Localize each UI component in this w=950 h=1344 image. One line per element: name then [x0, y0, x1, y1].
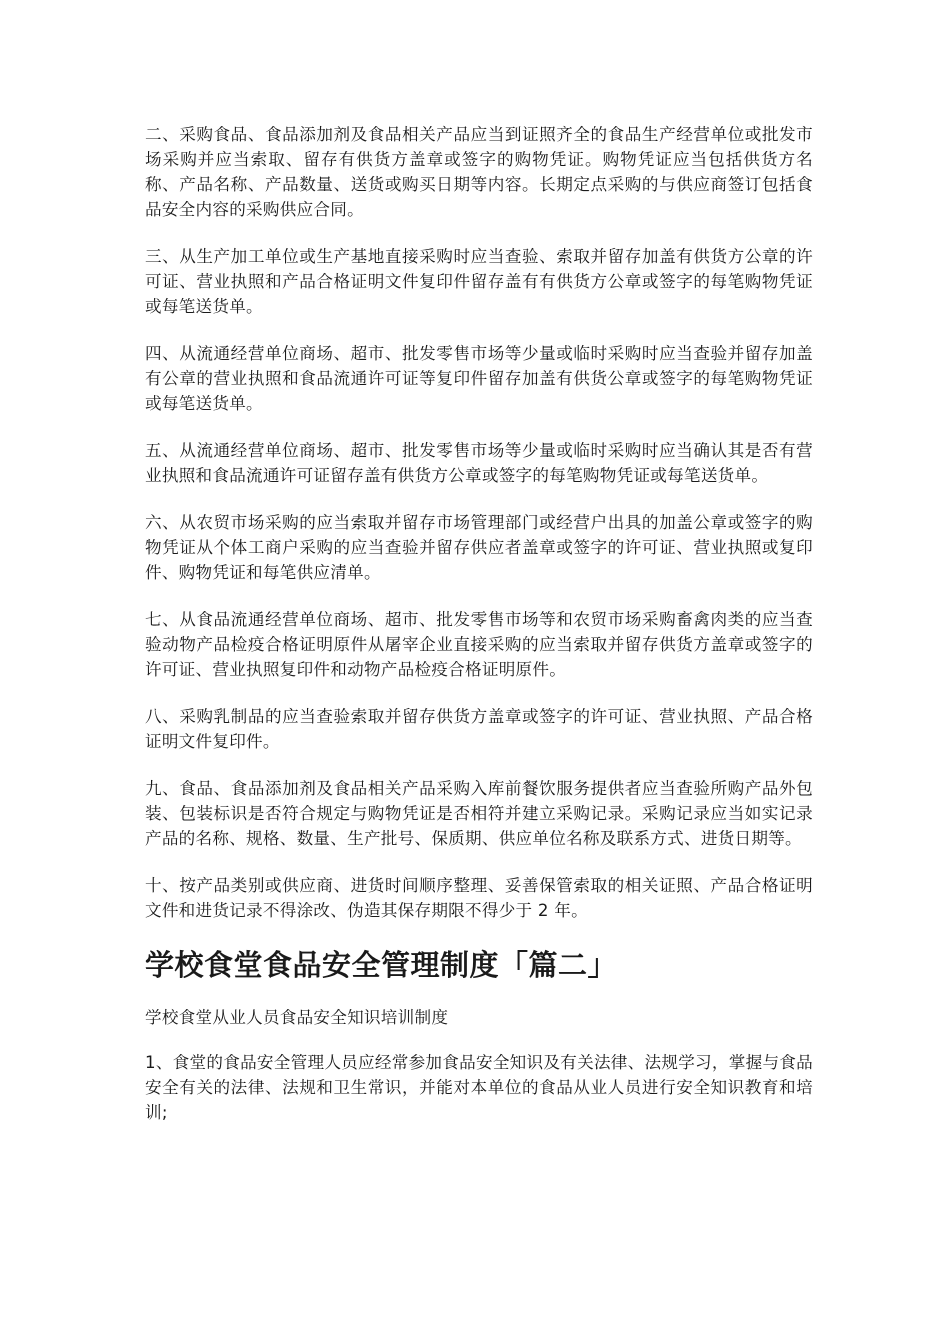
paragraph-6: 六、从农贸市场采购的应当索取并留存市场管理部门或经营户出具的加盖公章或签字的购物凭证从个体工商户采购的应当查验并留存供应者盖章或签字的许可证、营业执照或复印件、购物凭证和每笔供应清单。: [145, 513, 813, 582]
paragraph-9: 九、食品、食品添加剂及食品相关产品采购入库前餐饮服务提供者应当查验所购产品外包装、包装标识是否符合规定与购物凭证是否相符并建立采购记录。采购记录应当如实记录产品的名称、规格、数量、生产批号、保质期、供应单位名称及联系方式、进货日期等。: [145, 779, 813, 848]
paragraph-8: 八、采购乳制品的应当查验索取并留存供货方盖章或签字的许可证、营业执照、产品合格证明文件复印件。: [145, 707, 813, 751]
paragraph-4: 四、从流通经营单位商场、超市、批发零售市场等少量或临时采购时应当查验并留存加盖有公章的营业执照和食品流通许可证等复印件留存加盖有供货公章或签字的每笔购物凭证或每笔送货单。: [145, 344, 813, 413]
section-heading: 学校食堂食品安全管理制度「篇二」: [145, 948, 618, 982]
paragraph-3: 三、从生产加工单位或生产基地直接采购时应当查验、索取并留存加盖有供货方公章的许可证、营业执照和产品合格证明文件复印件留存盖有有供货方公章或签字的每笔购物凭证或每笔送货单。: [145, 247, 813, 316]
document-page: [145, 122, 813, 1147]
section-subtitle: 学校食堂从业人员食品安全知识培训制度: [145, 1008, 449, 1027]
paragraph-item-1: 1、食堂的食品安全管理人员应经常参加食品安全知识及有关法律、法规学习，掌握与食品安全有关的法律、法规和卫生常识，并能对本单位的食品从业人员进行安全知识教育和培训;: [145, 1053, 813, 1122]
paragraph-10: 十、按产品类别或供应商、进货时间顺序整理、妥善保管索取的相关证照、产品合格证明文件和进货记录不得涂改、伪造其保存期限不得少于 2 年。: [145, 876, 813, 920]
paragraph-7: 七、从食品流通经营单位商场、超市、批发零售市场等和农贸市场采购畜禽肉类的应当查验动物产品检疫合格证明原件从屠宰企业直接采购的应当索取并留存供货方盖章或签字的许可证、营业执照复印件和动物产品检疫合格证明原件。: [145, 610, 813, 679]
paragraph-2: 二、采购食品、食品添加剂及食品相关产品应当到证照齐全的食品生产经营单位或批发市场采购并应当索取、留存有供货方盖章或签字的购物凭证。购物凭证应当包括供货方名称、产品名称、产品数量、送货或购买日期等内容。长期定点采购的与供应商签订包括食品安全内容的采购供应合同。: [145, 125, 813, 219]
paragraph-5: 五、从流通经营单位商场、超市、批发零售市场等少量或临时采购时应当确认其是否有营业执照和食品流通许可证留存盖有供货方公章或签字的每笔购物凭证或每笔送货单。: [145, 441, 813, 485]
